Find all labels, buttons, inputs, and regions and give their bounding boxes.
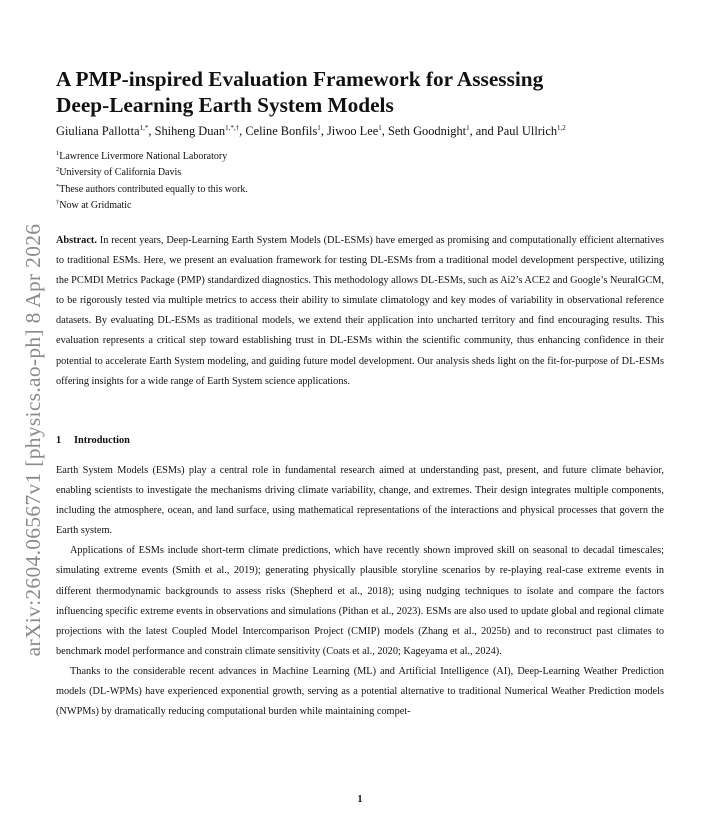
affiliation: *These authors contributed equally to this work.: [56, 182, 248, 195]
abstract-label: Abstract.: [56, 235, 97, 246]
author: Giuliana Pallotta$^{1,*}$,: [56, 124, 155, 138]
title-line-1: A PMP-inspired Evaluation Framework for Assessing: [56, 67, 544, 91]
section-heading: [56, 435, 130, 446]
arxiv-identifier[interactable]: arXiv:2604.06567v1 [physics.ao-ph] 8 Apr 2026: [21, 223, 45, 657]
affiliation: $^1$Lawrence Livermore National Laboratory: [56, 150, 228, 162]
affiliations: [56, 147, 248, 212]
section-number: 1: [56, 435, 62, 446]
introduction-body: [56, 461, 664, 722]
affiliation: $^2$University of California Davis: [56, 166, 182, 179]
author: Celine Bonfils$^1$,: [245, 124, 327, 138]
paragraph: Earth System Models (ESMs) play a central role in fundamental research aimed at understanding past, present, and future climate behavior, enabling scientists to investigate the mechanisms driving climate variability, change, and extremes. Their design integrates multiple components, including the atmosphere, ocean, and land surface, using mathematical representations of the interactions and physical processes that govern the Earth system.: [56, 465, 664, 537]
author: Jiwoo Lee$^1$,: [326, 124, 388, 138]
author: Paul Ullrich$^{1,2}$: [496, 124, 566, 138]
paragraph: Thanks to the considerable recent advances in Machine Learning (ML) and Artificial Intelligence (AI), Deep-Learning Weather Prediction models (DL-WPMs) have experienced exponential growth, serving as a potential alternative to traditional Numerical Weather Prediction models (NWPMs) by dramatically reducing computational burden while maintaining compet-: [56, 665, 664, 718]
title-line-2: Deep-Learning Earth System Models: [56, 93, 394, 117]
paragraph: Applications of ESMs include short-term climate predictions, which have recently shown improved skill on seasonal to decadal timescales; simulating extreme events (Smith et al., 2019); generating physically plausible storyline scenarios by re-playing real-case extreme events in different thermodynamic backgrounds to assess risks (Shepherd et al., 2018); using nudging techniques to isolate and compare the factors influencing specific extreme events in observations and simulations (Pithan et al., 2023). ESMs are also used to update global and regional climate projections with the latest Coupled Model Intercomparison Project (CMIP) models (Zhang et al., 2025b) and to reconstruct past climates to benchmark model performance and constrain climate sensitivity (Coats et al., 2020; Kageyama et al., 2024).: [56, 545, 664, 657]
paper-title: [56, 66, 656, 118]
affiliation: †Now at Gridmatic: [56, 198, 132, 211]
section-title: Introduction: [74, 435, 130, 446]
author-list: [56, 124, 696, 139]
page-number: 1: [357, 794, 363, 805]
abstract: [56, 231, 664, 392]
abstract-text: In recent years, Deep-Learning Earth System Models (DL-ESMs) have emerged as promising and computationally efficient alternatives to traditional ESMs. Here, we present an evaluation framework for testing DL-ESMs from a traditional model development perspective, utilizing the PCMDI Metrics Package (PMP) standardized diagnostics. This methodology allows DL-ESMs, such as Ai2’s ACE2 and Google’s NeuralGCM, to be rigorously tested via multiple metrics to access their ability to simulate climatology and key modes of variability in observational reference datasets. By evaluating DL-ESMs as traditional models, we extend their application into uncharted territory and find encouraging results. This evaluation represents a critical step toward establishing trust in DL-ESMs within the scientific community, thus enhancing confidence in their potential to accelerate Earth System modeling, and guiding future model development. Our analysis sheds light on the fit-for-purpose of DL-ESMs offering insights for a wide range of Earth System science applications.: [56, 235, 664, 387]
author: Shiheng Duan$^{1,*,\dagger}$,: [154, 124, 246, 138]
author: Seth Goodnight$^1$, and: [387, 124, 497, 138]
